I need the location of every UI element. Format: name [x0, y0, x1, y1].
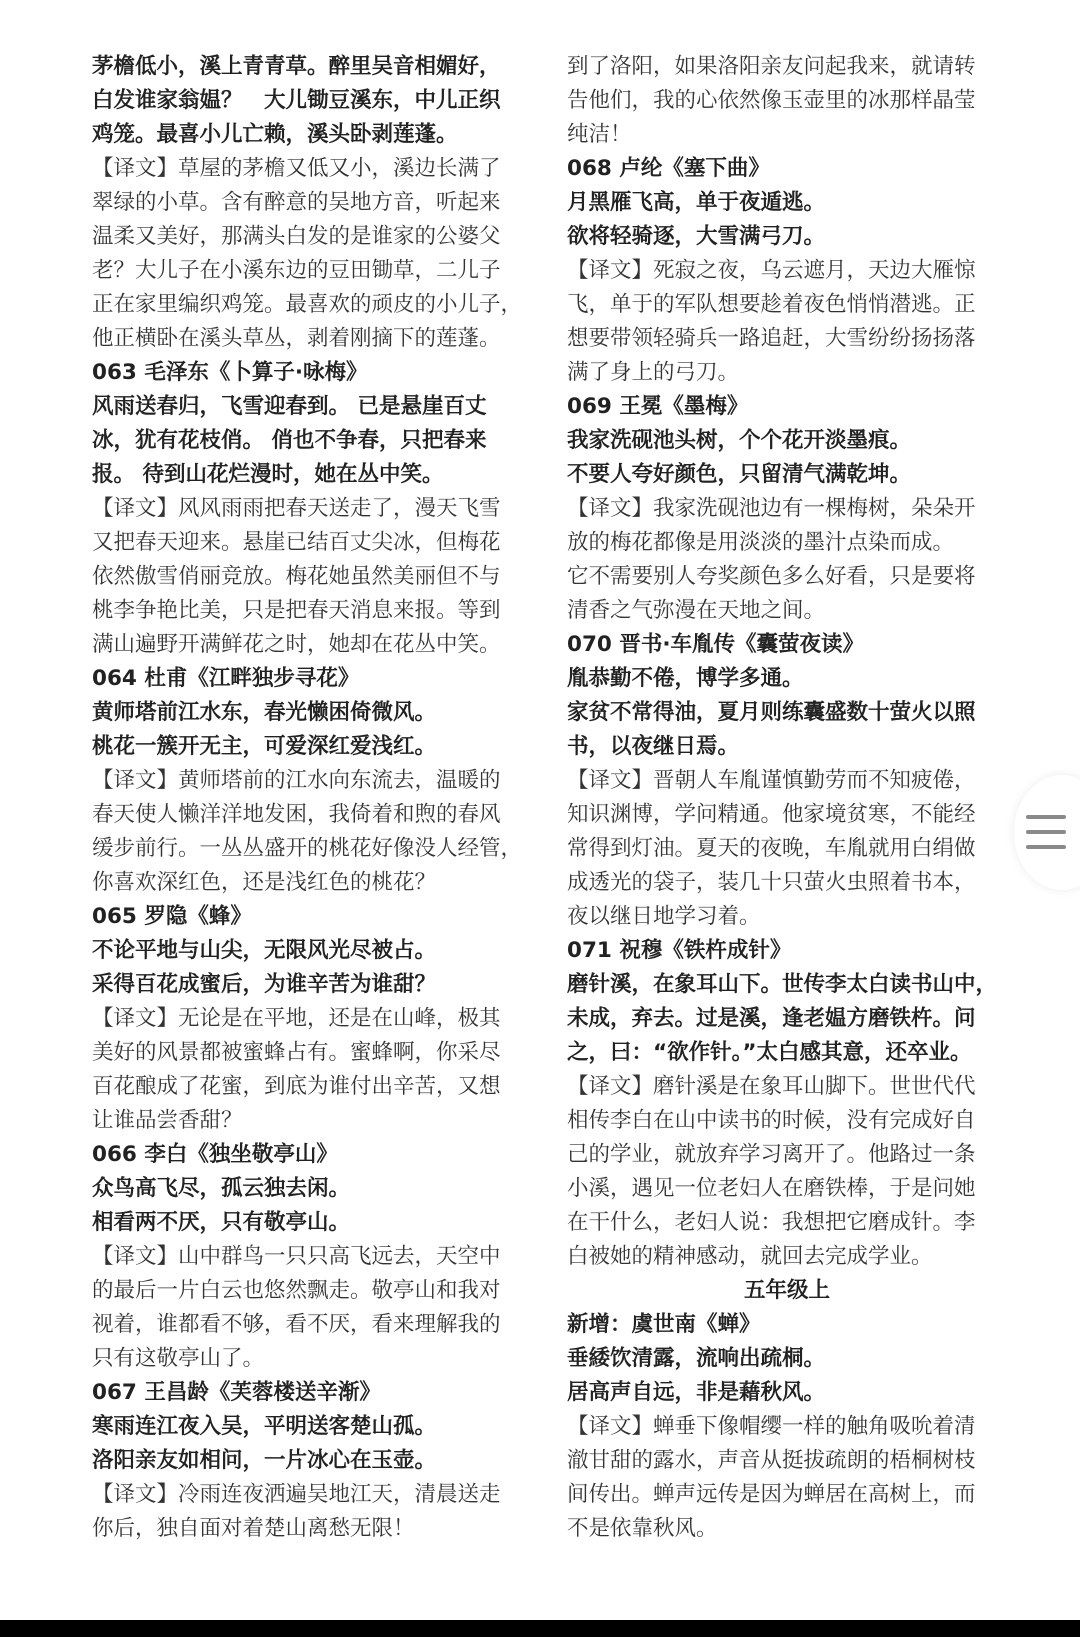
poem-line: 冰，犹有花枝俏。 俏也不争春，只把春来: [92, 428, 487, 453]
poem-line: 采得百花成蜜后，为谁辛苦为谁甜？: [92, 972, 437, 997]
poem-line: 我家洗砚池头树，个个花开淡墨痕。: [567, 428, 912, 453]
translation-line: 相传李白在山中读书的时候，没有完成好自: [567, 1108, 976, 1133]
translation-line: 知识渊博，学问精通。他家境贫寒，不能经: [567, 802, 976, 827]
translation-line: 【译文】我家洗砚池边有一棵梅树，朵朵开: [567, 496, 976, 521]
translation-line: 【译文】蝉垂下像帽缨一样的触角吸吮着清: [567, 1414, 976, 1439]
poem-line: 不论平地与山尖，无限风光尽被占。: [92, 938, 437, 963]
translation-line: 满了身上的弓刀。: [567, 360, 740, 385]
translation-line: 温柔又美好，那满头白发的是谁家的公婆父: [92, 224, 501, 249]
translation-line: 【译文】无论是在平地，还是在山峰，极其: [92, 1006, 501, 1031]
poem-title: 068 卢纶《塞下曲》: [567, 156, 770, 181]
poem-title: 070 晋书·车胤传《囊萤夜读》: [567, 632, 865, 657]
translation-line: 夜以继日地学习着。: [567, 904, 761, 929]
translation-line: 桃李争艳比美，只是把春天消息来报。等到: [92, 598, 501, 623]
poem-line: 不要人夸好颜色，只留清气满乾坤。: [567, 462, 912, 487]
section-heading: 五年级上: [743, 1278, 830, 1303]
poem-line: 欲将轻骑逐，大雪满弓刀。: [567, 224, 826, 249]
poem-title: 063 毛泽东《卜算子·咏梅》: [92, 360, 368, 385]
translation-line: 百花酿成了花蜜，到底为谁付出辛苦，又想: [92, 1074, 501, 1099]
poem-line: 垂緌饮清露，流响出疏桐。: [567, 1346, 826, 1371]
poem-line: 相看两不厌，只有敬亭山。: [92, 1210, 351, 1235]
poem-title: 新增：虞世南《蝉》: [567, 1312, 761, 1337]
translation-line: 他正横卧在溪头草丛，剥着刚摘下的莲蓬。: [92, 326, 501, 351]
translation-line: 你后，独自面对着楚山离愁无限！: [92, 1516, 415, 1541]
poem-line: 家贫不常得油，夏月则练囊盛数十萤火以照: [567, 700, 976, 725]
translation-line: 缓步前行。一丛丛盛开的桃花好像没人经管，: [92, 836, 523, 861]
poem-title: 066 李白《独坐敬亭山》: [92, 1142, 338, 1167]
poem-line: 众鸟高飞尽，孤云独去闲。: [92, 1176, 351, 1201]
poem-line: 胤恭勤不倦，博学多通。: [567, 666, 804, 691]
poem-line: 磨针溪，在象耳山下。世传李太白读书山中，: [567, 972, 998, 997]
translation-line: 【译文】磨针溪是在象耳山脚下。世世代代: [567, 1074, 976, 1099]
hamburger-menu-icon: [1026, 845, 1066, 849]
translation-line: 正在家里编织鸡笼。最喜欢的顽皮的小儿子，: [92, 292, 523, 317]
poem-line: 白发谁家翁媪？ 大儿锄豆溪东，中儿正织: [92, 88, 501, 113]
translation-line: 澈甘甜的露水，声音从挺拔疏朗的梧桐树枝: [567, 1448, 976, 1473]
hamburger-menu-icon: [1026, 815, 1066, 819]
translation-line: 它不需要别人夸奖颜色多么好看，只是要将: [567, 564, 976, 589]
translation-line: 依然傲雪俏丽竞放。梅花她虽然美丽但不与: [92, 564, 501, 589]
poem-line: 黄师塔前江水东，春光懒困倚微风。: [92, 700, 437, 725]
poem-line: 茅檐低小，溪上青青草。醉里吴音相媚好，: [92, 54, 501, 79]
poem-line: 月黑雁飞高，单于夜遁逃。: [567, 190, 826, 215]
translation-line: 常得到灯油。夏天的夜晚，车胤就用白绢做: [567, 836, 976, 861]
translation-line: 【译文】冷雨连夜洒遍吴地江天，清晨送走: [92, 1482, 501, 1507]
translation-line: 你喜欢深红色，还是浅红色的桃花？: [92, 870, 437, 895]
translation-line: 【译文】风风雨雨把春天送走了，漫天飞雪: [92, 496, 501, 521]
translation-line: 清香之气弥漫在天地之间。: [567, 598, 826, 623]
hamburger-menu-icon: [1026, 830, 1066, 834]
translation-line: 满山遍野开满鲜花之时，她却在花丛中笑。: [92, 632, 501, 657]
translation-line: 到了洛阳，如果洛阳亲友问起我来，就请转: [567, 54, 976, 79]
poem-title: 071 祝穆《铁杵成针》: [567, 938, 792, 963]
translation-line: 想要带领轻骑兵一路追赶，大雪纷纷扬扬落: [567, 326, 976, 351]
poem-line: 未成，弃去。过是溪，逢老媪方磨铁杵。问: [567, 1006, 976, 1031]
translation-line: 间传出。蝉声远传是因为蝉居在高树上，而: [567, 1482, 976, 1507]
translation-line: 飞，单于的军队想要趁着夜色悄悄潜逃。正: [567, 292, 976, 317]
translation-line: 小溪，遇见一位老妇人在磨铁棒，于是问她: [567, 1176, 976, 1201]
poem-line: 风雨送春归，飞雪迎春到。 已是悬崖百丈: [92, 394, 487, 419]
poem-line: 之，曰：“欲作针。”太白感其意，还卒业。: [567, 1040, 972, 1065]
poem-line: 洛阳亲友如相问，一片冰心在玉壶。: [92, 1448, 437, 1473]
translation-line: 【译文】黄师塔前的江水向东流去，温暖的: [92, 768, 501, 793]
translation-line: 己的学业，就放弃学习离开了。他路过一条: [567, 1142, 976, 1167]
translation-line: 美好的风景都被蜜蜂占有。蜜蜂啊，你采尽: [92, 1040, 501, 1065]
translation-line: 【译文】晋朝人车胤谨慎勤劳而不知疲倦，: [567, 768, 976, 793]
translation-line: 的最后一片白云也悠然飘走。敬亭山和我对: [92, 1278, 501, 1303]
translation-line: 在干什么，老妇人说：我想把它磨成针。李: [567, 1210, 976, 1235]
translation-line: 视着，谁都看不够，看不厌，看来理解我的: [92, 1312, 501, 1337]
poem-line: 居高声自远，非是藉秋风。: [567, 1380, 826, 1405]
translation-line: 春天使人懒洋洋地发困，我倚着和煦的春风: [92, 802, 501, 827]
poem-title: 064 杜甫《江畔独步寻花》: [92, 666, 360, 691]
translation-line: 【译文】山中群鸟一只只高飞远去，天空中: [92, 1244, 501, 1269]
poem-line: 寒雨连江夜入吴，平明送客楚山孤。: [92, 1414, 437, 1439]
poem-line: 报。 待到山花烂漫时，她在丛中笑。: [92, 462, 444, 487]
poem-line: 鸡笼。最喜小儿亡赖，溪头卧剥莲蓬。: [92, 122, 458, 147]
left-column: [92, 50, 534, 1546]
floating-menu-button[interactable]: [1014, 775, 1080, 890]
poem-title: 069 王冕《墨梅》: [567, 394, 749, 419]
translation-line: 纯洁！: [567, 122, 632, 147]
poem-title: 067 王昌龄《芙蓉楼送辛渐》: [92, 1380, 381, 1405]
translation-line: 【译文】草屋的茅檐又低又小，溪边长满了: [92, 156, 501, 181]
translation-line: 又把春天迎来。悬崖已结百丈尖冰，但梅花: [92, 530, 501, 555]
poem-line: 桃花一簇开无主，可爱深红爱浅红。: [92, 734, 437, 759]
translation-line: 老？大儿子在小溪东边的豆田锄草，二儿子: [92, 258, 501, 283]
poem-line: 书，以夜继日焉。: [567, 734, 740, 759]
translation-line: 放的梅花都像是用淡淡的墨汁点染而成。: [567, 530, 955, 555]
translation-line: 成透光的袋子，装几十只萤火虫照着书本，: [567, 870, 976, 895]
right-column: [567, 50, 1007, 1546]
bottom-edge-bar: [0, 1620, 1080, 1637]
translation-line: 告他们，我的心依然像玉壶里的冰那样晶莹: [567, 88, 976, 113]
translation-line: 白被她的精神感动，就回去完成学业。: [567, 1244, 933, 1269]
translation-line: 【译文】死寂之夜，乌云遮月，天边大雁惊: [567, 258, 976, 283]
translation-line: 让谁品尝香甜？: [92, 1108, 243, 1133]
translation-line: 翠绿的小草。含有醉意的吴地方音，听起来: [92, 190, 501, 215]
poem-title: 065 罗隐《蜂》: [92, 904, 252, 929]
translation-line: 只有这敬亭山了。: [92, 1346, 265, 1371]
translation-line: 不是依靠秋风。: [567, 1516, 718, 1541]
